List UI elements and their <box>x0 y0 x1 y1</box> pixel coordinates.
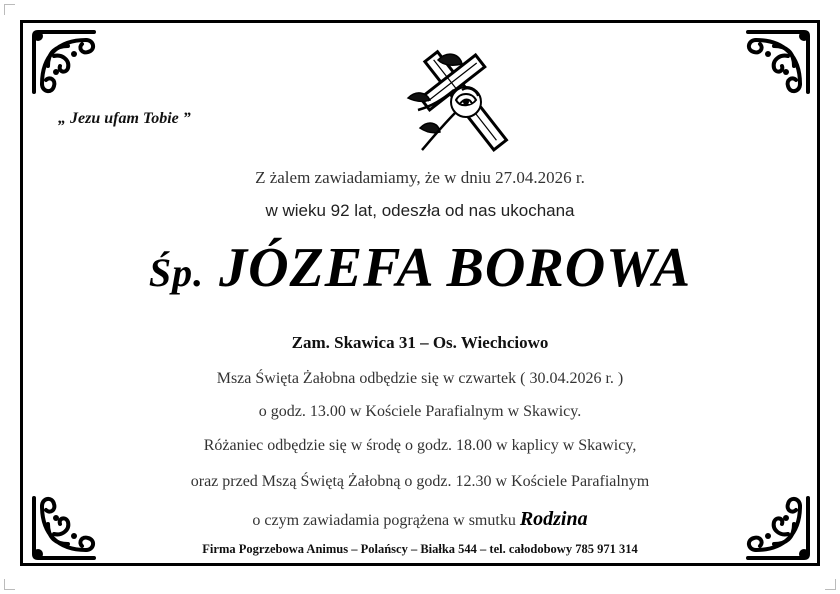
name-prefix: Śp. <box>148 250 205 295</box>
mass-time-line: o godz. 13.00 w Kościele Parafialnym w Skawicy. <box>258 403 582 420</box>
crop-mark <box>4 579 15 590</box>
funeral-home-footer: Firma Pogrzebowa Animus – Polańscy – Białka 544 – tel. całodobowy 785 971 314 <box>202 542 638 556</box>
before-mass-line: oraz przed Mszą Świętą Żałobną o godz. 12.30 w Kościele Parafialnym <box>190 473 650 490</box>
crop-mark <box>4 4 15 15</box>
ornament-corner-icon <box>742 26 814 98</box>
motto: „ Jezu ufam Tobie ” <box>58 110 191 127</box>
ornament-corner-icon <box>28 26 100 98</box>
family-intro: o czym zawiadamia pogrążena w smutku <box>252 512 516 529</box>
address-line: Zam. Skawica 31 – Os. Wiechciowo <box>291 333 549 352</box>
name-text: JÓZEFA BOROWA <box>219 237 692 299</box>
rosary-line: Różaniec odbędzie się w środę o godz. 18.00 w kaplicy w Skawicy, <box>203 437 637 454</box>
age-line: w wieku 92 lat, odeszła od nas ukochana <box>265 201 575 220</box>
announcement-line: Z żalem zawiadamiamy, że w dniu 27.04.2026 r. <box>255 168 585 187</box>
family-name: Rodzina <box>519 508 588 530</box>
crop-mark <box>825 579 836 590</box>
mass-line: Msza Święta Żałobna odbędzie się w czwartek ( 30.04.2026 r. ) <box>216 370 624 387</box>
cross-with-rose-icon <box>398 40 524 158</box>
family-line <box>0 508 840 531</box>
deceased-name <box>0 236 840 300</box>
